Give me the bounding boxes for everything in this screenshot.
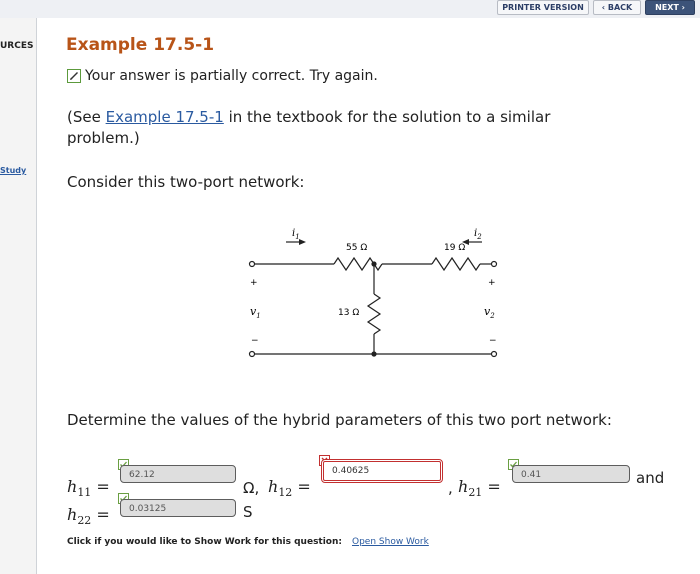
open-show-work-link[interactable]: Open Show Work xyxy=(352,537,429,547)
resistor-13-label: 13 Ω xyxy=(338,308,360,318)
problem-title: Example 17.5-1 xyxy=(66,35,215,55)
h22-label: $h_{22}$ = xyxy=(67,505,110,528)
h21-unit: and xyxy=(636,469,665,487)
resources-label: URCES xyxy=(0,41,34,51)
i1-label: $i_1$ xyxy=(292,228,300,241)
h12-unit: , xyxy=(448,479,453,497)
h11-unit: Ω, xyxy=(243,479,260,497)
printer-version-button[interactable]: PRINTER VERSION xyxy=(497,0,589,15)
h11-input[interactable]: 62.12 xyxy=(120,465,236,483)
v1-plus: + xyxy=(250,278,258,288)
v1-minus: − xyxy=(251,336,259,346)
h12-label: $h_{12}$ = xyxy=(268,477,311,500)
two-port-circuit xyxy=(246,214,506,364)
h12-input[interactable]: 0.40625 xyxy=(321,459,443,483)
see-example-text: (See Example 17.5-1 in the textbook for the solution to a similar problem.) xyxy=(67,108,551,147)
resistor-55-label: 55 Ω xyxy=(346,243,368,253)
v2-plus: + xyxy=(488,278,496,288)
resistor-19-label: 19 Ω xyxy=(444,243,466,253)
next-button[interactable]: NEXT › xyxy=(645,0,695,15)
partially-correct-icon xyxy=(67,69,81,83)
answer-status xyxy=(67,68,378,84)
i2-label: $i_2$ xyxy=(474,228,482,241)
left-sidebar xyxy=(0,18,37,574)
h22-input[interactable]: 0.03125 xyxy=(120,499,236,517)
v2-label: $v_2$ xyxy=(484,305,495,320)
determine-text: Determine the values of the hybrid parameters of this two port network: xyxy=(67,411,612,429)
consider-text: Consider this two-port network: xyxy=(67,173,305,191)
h22-unit: S xyxy=(243,503,253,521)
question-panel xyxy=(38,18,700,574)
top-toolbar xyxy=(0,0,700,18)
example-link[interactable]: Example 17.5-1 xyxy=(105,108,224,126)
show-work-prompt: Click if you would like to Show Work for this question: Open Show Work xyxy=(67,537,429,547)
status-text: Your answer is partially correct. Try again. xyxy=(85,68,378,84)
h11-label: $h_{11}$ = xyxy=(67,477,110,500)
h21-input[interactable]: 0.41 xyxy=(512,465,630,483)
back-button[interactable]: ‹ BACK xyxy=(593,0,641,15)
study-link[interactable]: Study xyxy=(0,166,27,175)
v1-label: $v_1$ xyxy=(250,305,261,320)
h21-label: $h_{21}$ = xyxy=(458,477,501,500)
v2-minus: − xyxy=(489,336,497,346)
